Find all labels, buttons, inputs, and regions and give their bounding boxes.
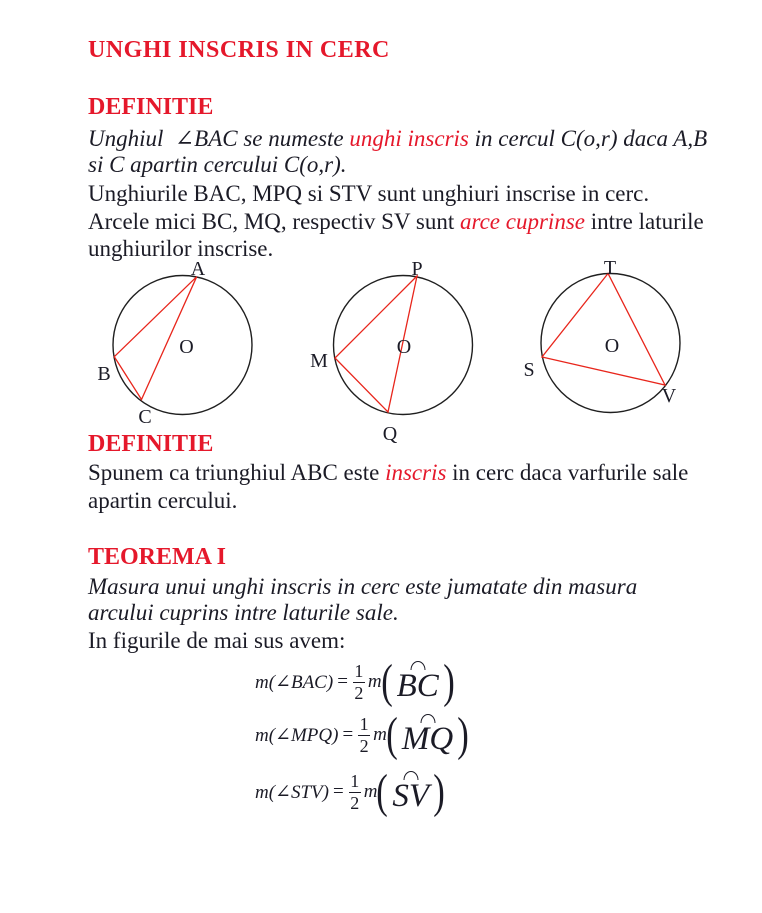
inscribed-triangle-tsv: [542, 274, 665, 386]
fraction-numerator: 1: [359, 713, 369, 734]
vertex-label-p: P: [411, 258, 423, 280]
fraction-denominator: 2: [354, 682, 364, 703]
definition1-heading: DEFINITIE: [88, 94, 214, 120]
theorem-heading: TEOREMA I: [88, 544, 227, 570]
definition1-line2: si C apartin cercului C(o,r).: [88, 152, 347, 177]
formula-bac: [255, 656, 454, 708]
close-paren: ): [433, 765, 445, 818]
equals-sign: =: [332, 781, 344, 802]
theorem-line1: Masura unui unghi inscris in cerc este jumatate din masura: [88, 574, 638, 599]
measure-m: m: [367, 671, 382, 692]
formula-stv: [255, 766, 444, 818]
paragraph-line2-highlight: arce cuprinse: [460, 209, 585, 234]
close-paren: ): [443, 655, 455, 708]
formulas-intro: In figurile de mai sus avem:: [88, 628, 346, 653]
measure-m: m: [373, 724, 387, 745]
arc-symbol: [420, 714, 435, 723]
fraction-numerator: 1: [354, 660, 364, 681]
definition2-line2: apartin cercului.: [88, 488, 238, 513]
formula-lhs: m(∠MPQ): [255, 724, 339, 746]
vertex-label-b: B: [97, 363, 111, 385]
center-label-o2: O: [396, 336, 412, 358]
arc-letters: BC: [396, 668, 439, 704]
paragraph-line1: Unghiurile BAC, MPQ si STV sunt unghiuri inscrise in cerc.: [88, 181, 650, 206]
equals-sign: =: [337, 671, 348, 692]
open-paren: (: [376, 765, 389, 818]
center-label-o3: O: [604, 335, 620, 357]
formula-lhs: m(∠STV): [255, 781, 329, 803]
page-title: UNGHI INSCRIS IN CERC: [88, 37, 390, 63]
arc-group: [392, 771, 429, 813]
arc-letters: MQ: [401, 721, 454, 757]
vertex-label-c: C: [138, 406, 152, 428]
vertex-label-s: S: [523, 359, 535, 381]
fraction-denominator: 2: [350, 792, 360, 813]
fraction-one-half: [353, 662, 365, 703]
fraction-denominator: 2: [359, 735, 369, 756]
vertex-label-a: A: [190, 258, 206, 280]
definition1-line1: [88, 125, 707, 153]
definition1-line1-post: in cercul C(o,r) daca A,B: [468, 126, 708, 151]
fraction-numerator: 1: [350, 770, 360, 791]
paragraph-line2-post: intre laturile: [584, 209, 704, 234]
measure-m: m: [363, 781, 378, 802]
theorem-line2: arcului cuprins intre laturile sale.: [88, 600, 399, 625]
arc-group: [397, 661, 439, 703]
definition2-line1: [88, 459, 688, 487]
inscribed-angle-figures: [0, 250, 762, 450]
paragraph-line2-pre: Arcele mici BC, MQ, respectiv SV sunt: [88, 209, 460, 234]
definition2-line1-pre: Spunem ca triunghiul ABC este: [88, 460, 386, 485]
arc-symbol: [410, 661, 425, 670]
arc-group: [402, 714, 453, 756]
open-paren: (: [386, 708, 398, 761]
open-paren: (: [380, 655, 393, 708]
vertex-label-m: M: [310, 350, 328, 372]
equals-sign: =: [342, 724, 354, 745]
vertex-label-t: T: [603, 257, 617, 279]
figure-circle-bac: [97, 258, 252, 428]
vertex-label-q: Q: [382, 423, 398, 445]
paragraph-line3: unghiurilor inscrise.: [88, 236, 274, 261]
formula-lhs: m(∠BAC): [255, 671, 334, 693]
definition1-line1-pre: Unghiul ∠BAC se numeste: [88, 126, 350, 151]
fraction-one-half: [349, 772, 361, 813]
figure-circle-mpq: [310, 258, 472, 445]
definition2-line1-post: in cerc daca varfurile sale: [446, 460, 689, 485]
definition2-line1-highlight: inscris: [385, 460, 447, 485]
figure-circle-stv: [523, 257, 680, 413]
fraction-one-half: [358, 715, 370, 756]
center-label-o1: O: [179, 336, 194, 358]
close-paren: ): [457, 708, 469, 761]
arc-symbol: [403, 771, 418, 780]
formula-mpq: [255, 709, 468, 761]
arc-letters: SV: [392, 778, 430, 814]
definition1-line1-highlight: unghi inscris: [349, 126, 469, 151]
vertex-label-v: V: [661, 385, 677, 407]
definition2-heading: DEFINITIE: [88, 431, 214, 457]
paragraph-line2: [88, 208, 704, 236]
